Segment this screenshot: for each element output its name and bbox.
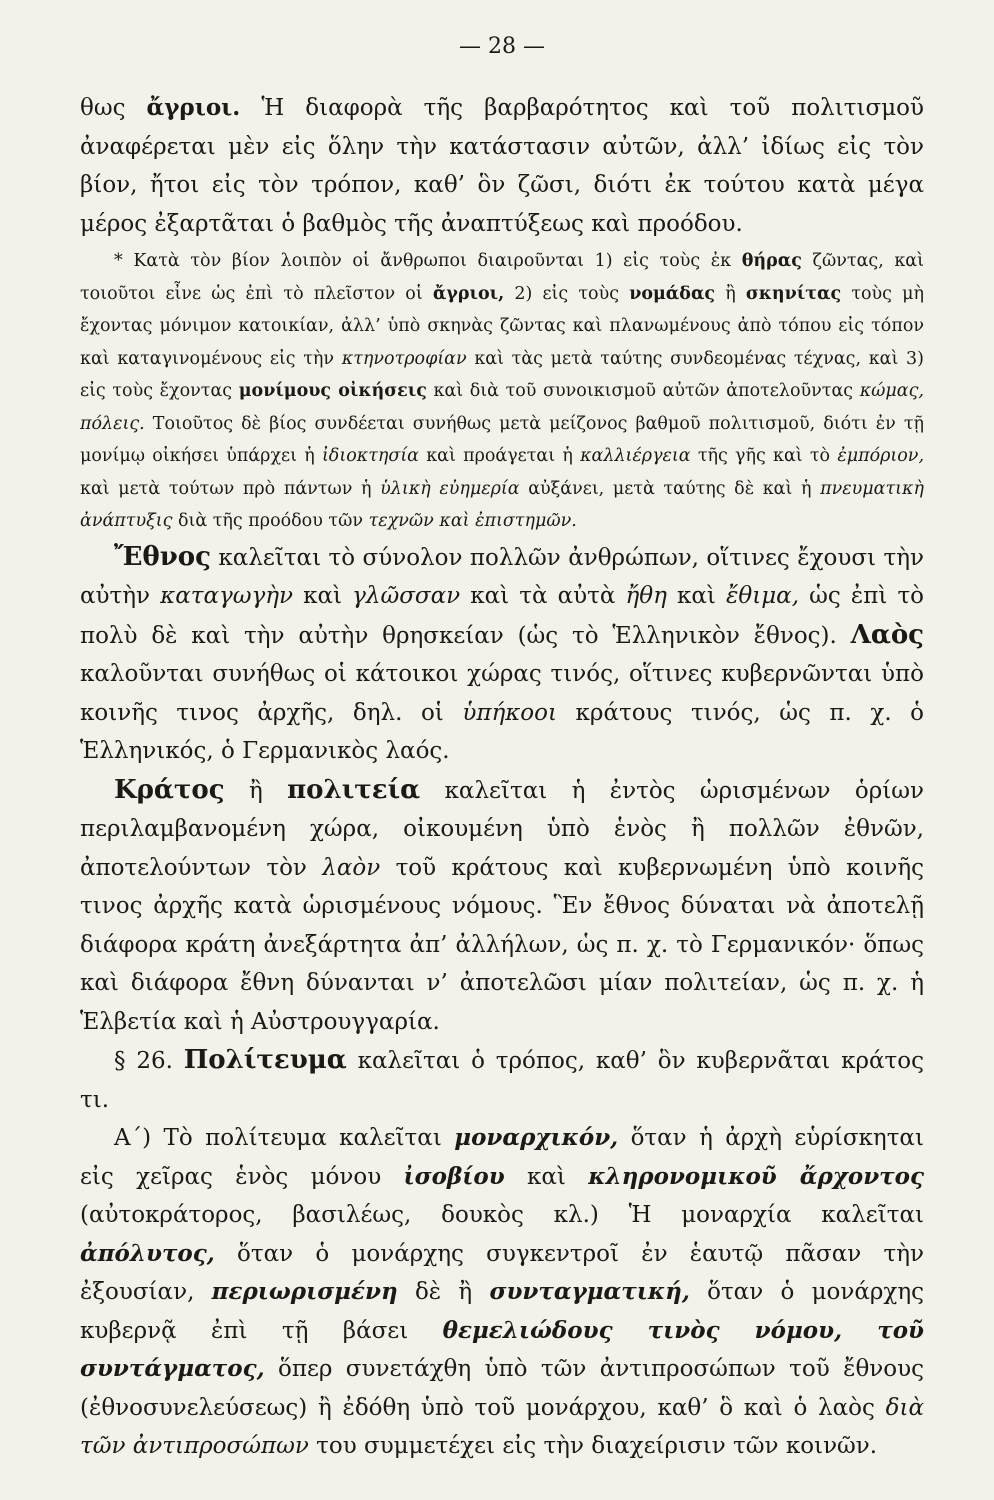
text-run: καὶ τὰς μετὰ ταύτης συνδεομένας τέχνας, καὶ 3) εἰς τοὺς ἔχοντας — [80, 348, 924, 401]
text-run: καλεῖται ἡ ἐντὸς ὡρισμένων ὁρίων περιλαμβανομένη χώρα, οἰκουμένη ὑπὸ ἑνὸς ἢ πολλῶν ἐθνῶν, ἀποτελούντων τὸν — [80, 777, 924, 881]
text-run: καὶ διὰ τοῦ συνοικισμοῦ αὐτῶν ἀποτελοῦντας — [426, 381, 860, 401]
text-run: τοὺς μὴ ἔχοντας μόνιμον κατοικίαν, ἀλλ’ ὑπὸ σκηνὰς ζῶντας καὶ πλανωμένους ἀπὸ τόπου εἰς τόπον καὶ καταγινομένους εἰς τὴν — [80, 283, 924, 369]
text-run: ὅταν ἡ ἀρχὴ εὑρίσκηται εἰς χεῖρας ἑνὸς μόνου — [80, 1125, 924, 1190]
italic-term: συνταγματική, — [489, 1278, 690, 1305]
text-run: καλοῦνται συνήθως οἱ κάτοικοι χώρας τινός, οἵτινες κυβερνῶνται ὑπὸ κοινῆς τινος ἀρχῆς, δηλ. οἱ — [80, 661, 924, 726]
text-run: καὶ μετὰ τούτων πρὸ πάντων ἡ — [80, 478, 381, 499]
text-run: διὰ τῆς προόδου τῶν — [172, 511, 369, 531]
italic-term: περιωρισμένη — [211, 1278, 398, 1305]
italic-term: ὑλικὴ εὐημερία — [380, 478, 520, 499]
italic-term: κτηνοτροφίαν — [341, 348, 467, 369]
text-run: καὶ — [293, 583, 353, 609]
italic-term: ἐμπόριον, — [837, 446, 925, 466]
italic-term: θεμελιώδους τινὸς νόμου, τοῦ συντάγματος, — [80, 1316, 924, 1382]
bold-term: σκηνίτας — [745, 283, 842, 304]
text-run: καὶ προάγεται ἡ — [419, 446, 581, 466]
text-run: δὲ ἢ — [397, 1279, 490, 1305]
text-run: ζῶντας, καὶ τοιοῦτοι εἶνε ὡς ἐπὶ τὸ πλεῖστον οἱ — [80, 251, 924, 304]
italic-term: τεχνῶν καὶ ἐπιστημῶν. — [368, 511, 577, 531]
text-run: καὶ — [666, 583, 727, 609]
text-run: αὐξάνει, μετὰ ταύτης δὲ καὶ ἡ — [519, 478, 821, 499]
italic-term: ἔθιμα, — [726, 583, 800, 609]
text-run: Α΄) Τὸ πολίτευμα καλεῖται — [114, 1125, 455, 1151]
italic-term: ὑπήκοοι — [462, 699, 558, 726]
text-run: ἢ — [715, 283, 746, 304]
bold-term: Πολίτευμα — [183, 1045, 347, 1075]
text-run: κράτους τινός, ὡς π. χ. ὁ Ἑλληνικός, ὁ Γερμανικὸς λαός. — [80, 699, 925, 764]
text-run: 2) εἰς τοὺς — [504, 283, 630, 304]
paragraph-footnote-ways-of-life — [80, 245, 924, 538]
bold-term: Λαὸς — [850, 619, 924, 650]
italic-term: καταγωγὴν — [160, 583, 293, 609]
text-run: Τοιοῦτος δὲ βίος συνδέεται συνήθως μετὰ μείζονος βαθμοῦ πολιτισμοῦ, διότι ἐν τῇ μονίμῳ οἰκήσει ὑπάρχει ἡ — [80, 413, 924, 466]
text-run: του συμμετέχει εἰς τὴν διαχείρισιν τῶν κοινῶν. — [308, 1433, 878, 1459]
paragraph-state — [80, 771, 924, 1042]
text-run: καλεῖται τὸ σύνολον πολλῶν ἀνθρώπων, οἵτινες ἔχουσι τὴν αὐτὴν — [80, 544, 924, 609]
paragraph-civilization — [80, 89, 924, 243]
text-run: Ἡ διαφορὰ τῆς βαρβαρότητος καὶ τοῦ πολιτισμοῦ ἀναφέρεται μὲν εἰς ὅλην τὴν κατάστασιν αὐτῶν, ἀλλ’ ἰδίως εἰς τὸν βίον, ἤτοι εἰς τὸν τρόπον, καθ’ ὃν ζῶσι, διότι ἐκ τούτου κατὰ μέγα μέρος ἐξαρτᾶται ὁ βαθμὸς τῆς ἀναπτύξεως καὶ προόδου. — [80, 95, 924, 237]
text-run: ὅταν ὁ μονάρχης κυβερνᾷ ἐπὶ τῇ βάσει — [80, 1279, 925, 1344]
bold-term: Κράτος — [114, 774, 225, 805]
text-run: * Κατὰ τὸν βίον λοιπὸν οἱ ἄνθρωποι διαιροῦνται 1) εἰς τοὺς ἐκ — [114, 251, 742, 271]
italic-term: ἰδιοκτησία — [321, 446, 419, 466]
italic-term: λαὸν — [322, 854, 381, 881]
italic-term: πνευματικὴ ἀνάπτυξις — [80, 478, 924, 531]
paragraph-monarchy — [80, 1119, 924, 1466]
text-run: τοῦ κράτους καὶ κυβερνωμένη ὑπὸ κοινῆς τινος ἀρχῆς κατὰ ὡρισμένους νόμους. Ἓν ἔθνος δύναται νὰ ἀποτελῇ διάφορα κράτη ἀνεξάρτητα ἀπ’ ἀλλήλων, ὡς π. χ. τὸ Γερμανικόν· ὅπως καὶ διάφορα ἔθνη δύνανται ν’ ἀποτελῶσι μίαν πολιτείαν, ὡς π. χ. ἡ Ἑλβετία καὶ ἡ Αὐστρουγγαρία. — [80, 854, 924, 1035]
paragraph-section-26 — [80, 1041, 924, 1119]
italic-term: γλῶσσαν — [352, 583, 461, 609]
text-run: ἢ — [224, 777, 288, 804]
italic-term: κληρονομικοῦ ἄρχοντος — [588, 1162, 924, 1190]
bold-term: θήρας — [741, 251, 802, 271]
italic-term: κώμας, πόλεις. — [80, 381, 924, 434]
italic-term: μοναρχικόν, — [454, 1124, 619, 1151]
bold-term: πολιτεία — [287, 774, 421, 805]
text-run: τῆς γῆς καὶ τὸ — [690, 446, 838, 466]
italic-term: διὰ τῶν ἀντιπροσώπων — [80, 1394, 924, 1459]
italic-term: καλλιέργεια — [580, 446, 691, 466]
text-run: ὅταν ὁ μονάρχης συγκεντροῖ ἐν ἑαυτῷ πᾶσαν τὴν ἐξουσίαν, — [80, 1240, 924, 1305]
italic-term: ἀπόλυτος, — [80, 1239, 215, 1267]
text-run: καὶ — [504, 1163, 589, 1190]
text-run: ὡς ἐπὶ τὸ πολὺ δὲ καὶ τὴν αὐτὴν θρησκείαν (ὡς τὸ Ἑλληνικὸν ἔθνος). — [80, 583, 925, 649]
page-number: — 28 — — [459, 34, 545, 59]
text-run: καὶ τὰ αὐτὰ — [460, 583, 626, 609]
paragraph-nation — [80, 538, 924, 771]
bold-term: Ἔθνος — [114, 541, 211, 572]
text-run: ὅπερ συνετάχθη ὑπὸ τῶν ἀντιπροσώπων τοῦ ἔθνους (ἐθνοσυνελεύσεως) ἢ ἐδόθη ὑπὸ τοῦ μονάρχου, καθ’ ὃ καὶ ὁ λαὸς — [80, 1356, 924, 1421]
bold-term: μονίμους οἰκήσεις — [238, 381, 427, 401]
text-run: θως — [80, 95, 147, 121]
bold-term: ἄγριοι. — [146, 94, 241, 121]
text-run: καλεῖται ὁ τρόπος, καθ’ ὃν κυβερνᾶται κράτος τι. — [80, 1048, 924, 1113]
bold-term: ἄγριοι, — [432, 283, 505, 304]
italic-term: ἤθη — [625, 583, 667, 609]
bold-term: νομάδας — [629, 283, 716, 304]
text-run: (αὐτοκράτορος, βασιλέως, δουκὸς κλ.) Ἡ μοναρχία καλεῖται — [80, 1202, 924, 1228]
italic-term: ἰσοβίου — [403, 1162, 505, 1190]
section-number: § 26. — [114, 1048, 184, 1074]
